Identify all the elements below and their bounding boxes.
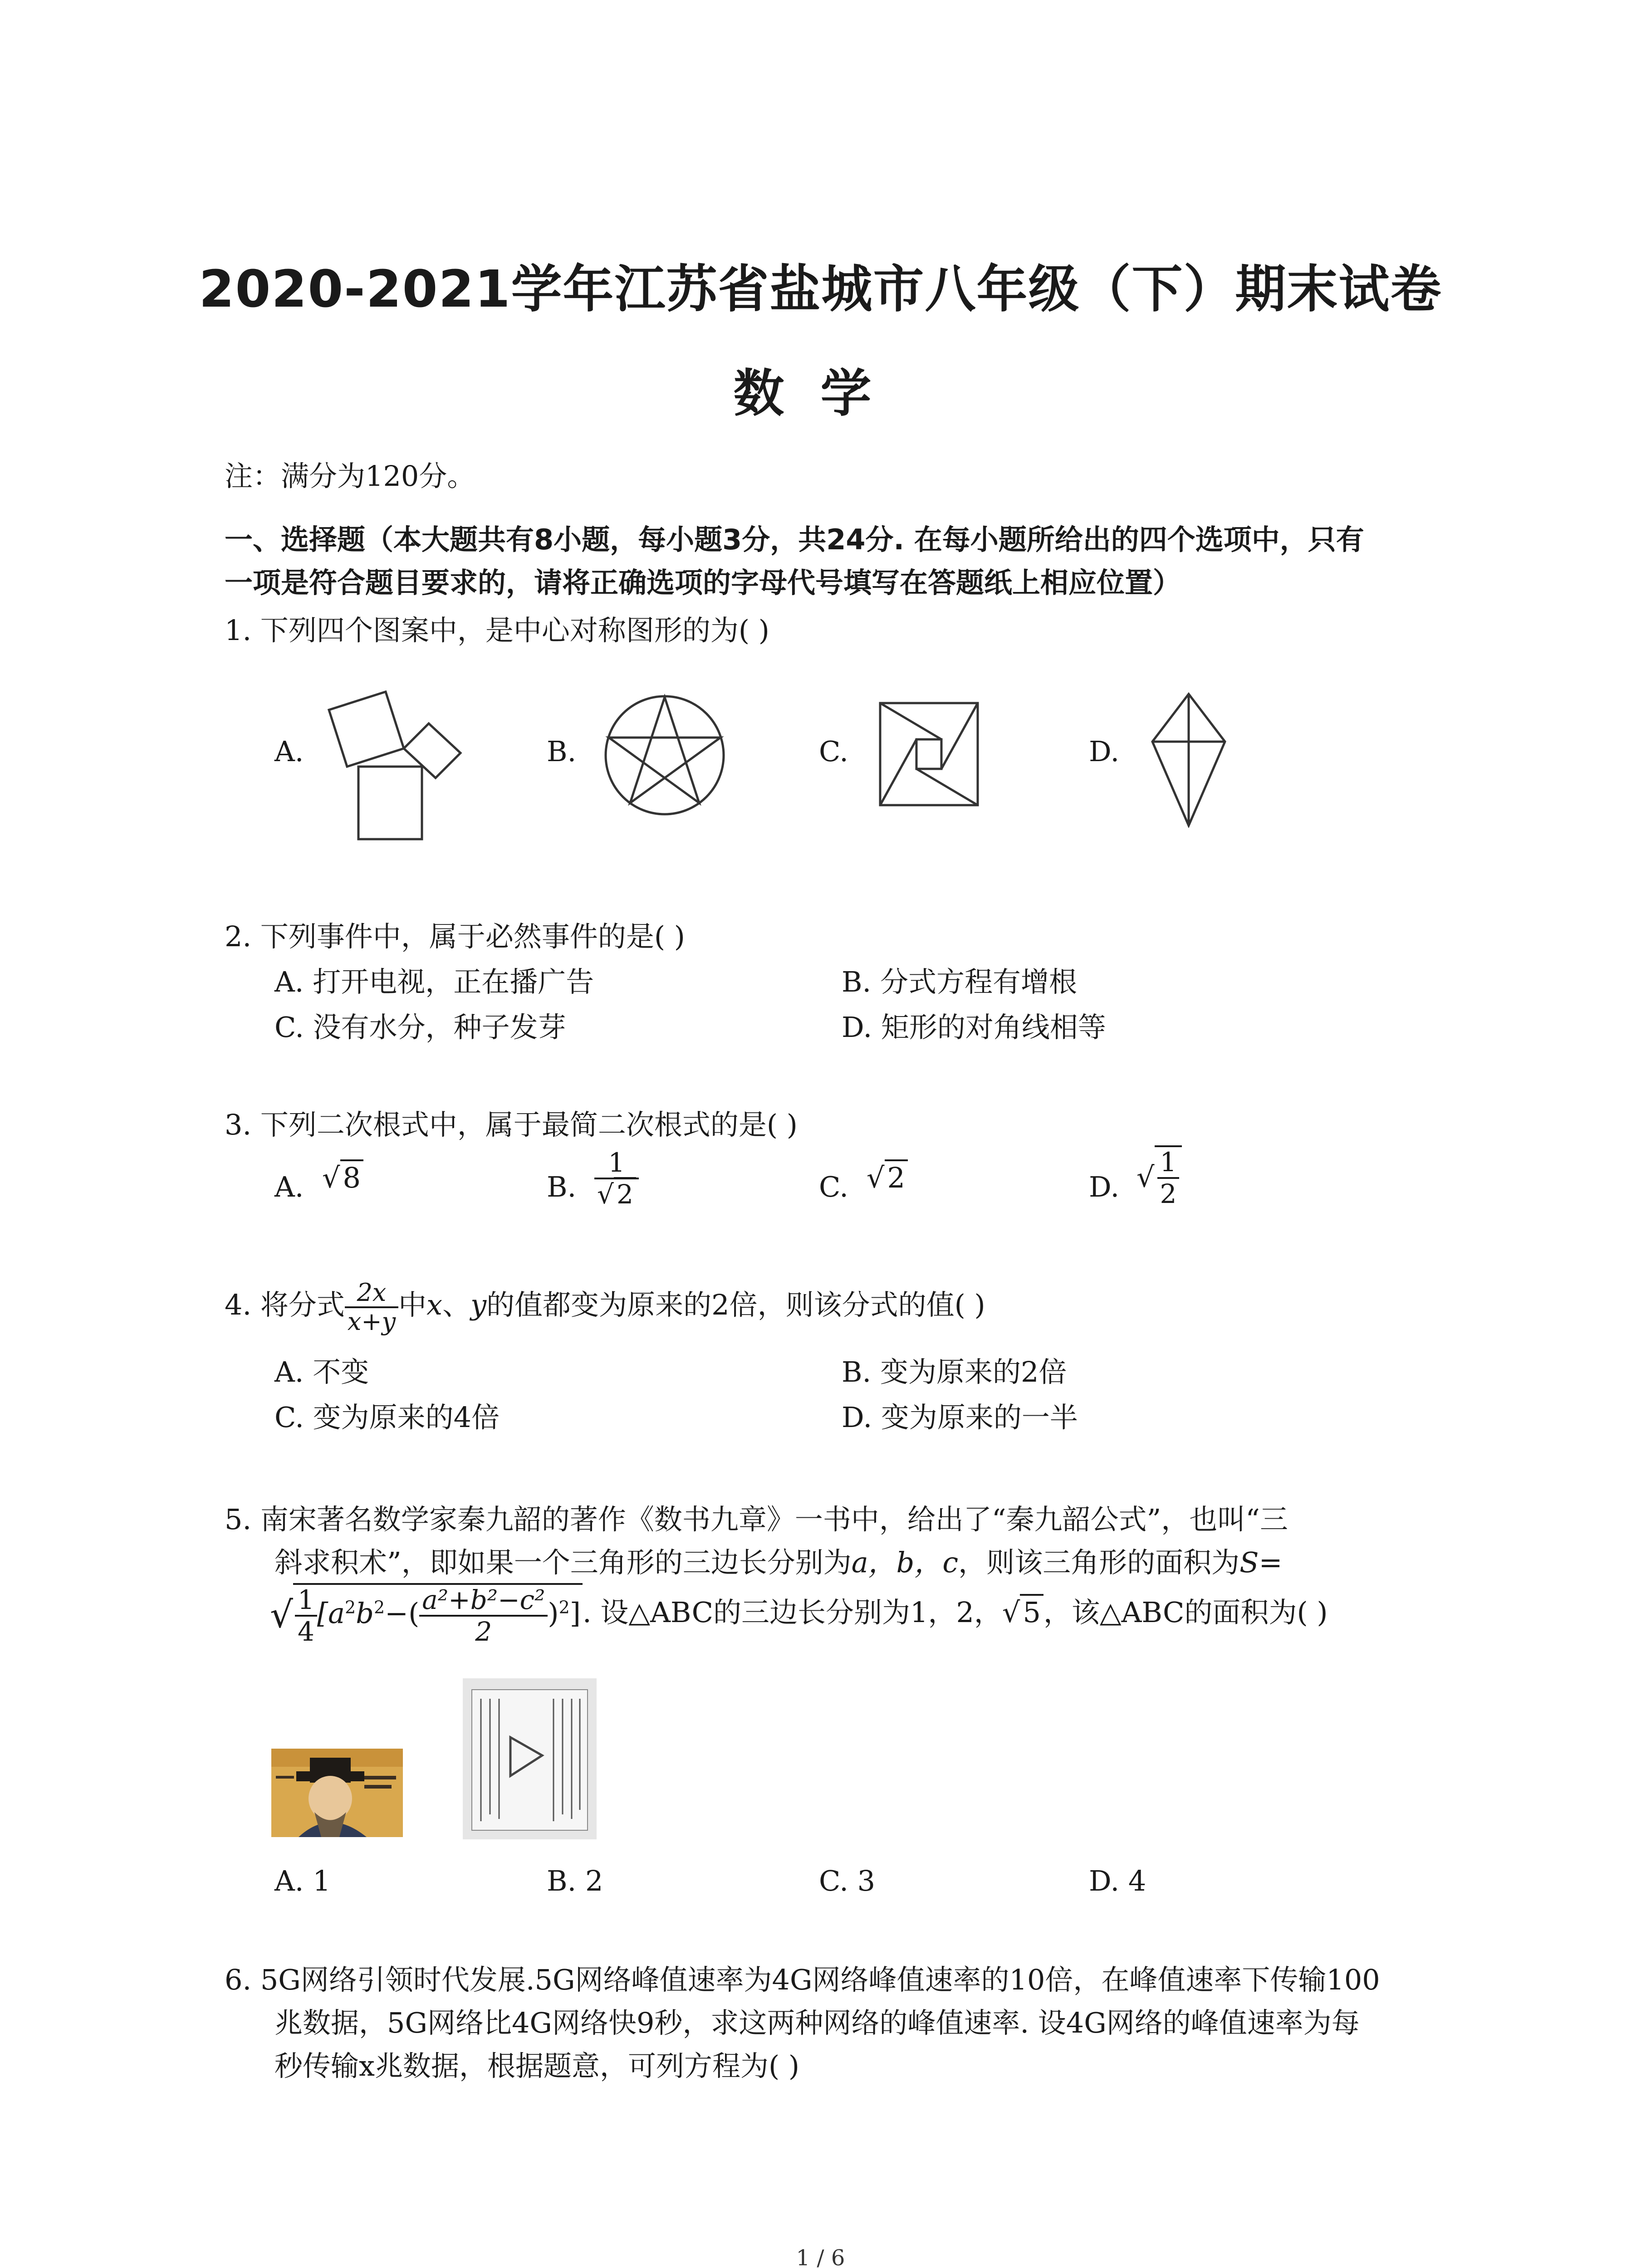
q3-b-den-radicand: 2 [614, 1177, 636, 1210]
q3-b-numerator: 1 [594, 1148, 639, 1179]
q3-option-c-expr: √2 [867, 1161, 908, 1194]
q5-sides: a，b，c [851, 1546, 959, 1579]
q1-figure-b-circle-pentagram [601, 692, 728, 819]
q5-formula-sup-outer: 2 [558, 1597, 570, 1618]
q5-book-page-image [463, 1678, 597, 1839]
exam-title: 2020-2021学年江苏省盐城市八年级（下）期末试卷 [199, 260, 1442, 319]
q2-option-d: D. 矩形的对角线相等 [842, 1011, 1106, 1044]
q3-d-denominator: 2 [1160, 1178, 1177, 1209]
q3-option-b-label: B. [547, 1170, 577, 1203]
q5-root5: 5 [1020, 1594, 1043, 1629]
q5-formula-sqrt-sign: √ [270, 1593, 293, 1636]
q1-option-c-label: C. [819, 735, 848, 768]
q2-option-b: B. 分式方程有增根 [842, 965, 1077, 998]
q5-line3: . 设△ABC的三边长分别为1，2， [583, 1596, 1002, 1629]
q5-formula-radicand [293, 1583, 583, 1647]
q4-separator: 、 [442, 1288, 471, 1322]
q4-option-d: D. 变为原来的一半 [842, 1401, 1078, 1434]
q1-option-d-label: D. [1089, 735, 1120, 768]
q3-stem: 3. 下列二次根式中，属于最简二次根式的是( ) [225, 1108, 798, 1141]
q4-suffix: 的值都变为原来的2倍，则该分式的值( ) [486, 1288, 985, 1322]
q1-option-a-label: A. [274, 735, 304, 768]
q3-option-b-expr: $\frac{1}{√ 2}$ [594, 1148, 639, 1209]
q6-line3: 秒传输x兆数据，根据题意，可列方程为( ) [274, 2049, 800, 2082]
q5-formula-inner-den: 2 [475, 1616, 492, 1647]
q1-stem: 1. 下列四个图案中，是中心对称图形的为( ) [225, 614, 769, 647]
q1-figure-c-square-pinwheel [878, 701, 982, 810]
q4-option-b: B. 变为原来的2倍 [842, 1355, 1067, 1388]
q5-option-d: D. 4 [1089, 1864, 1146, 1897]
q3-option-a-label: A. [274, 1170, 304, 1203]
q2-option-c: C. 没有水分，种子发芽 [274, 1011, 566, 1044]
q4-frac-denominator: x+y [347, 1307, 396, 1336]
q1-figure-a-pythagoras [318, 685, 467, 848]
q3-c-radicand: 2 [885, 1159, 908, 1194]
q5-line3-b: ，该△ABC的面积为( ) [1043, 1596, 1328, 1629]
q3-option-a-expr: √8 [322, 1161, 363, 1194]
q5-formula-quarter-num: 1 [295, 1585, 317, 1617]
q5-area-symbol: S= [1239, 1546, 1283, 1579]
q5-formula-inner-num: a²+b²−c² [419, 1585, 548, 1617]
q4-option-c: C. 变为原来的4倍 [274, 1401, 500, 1434]
q4-text-zhong: 中 [398, 1288, 427, 1322]
q5-line2-b: ，则该三角形的面积为 [958, 1546, 1240, 1579]
q5-formula-close-paren: ) [548, 1597, 559, 1630]
score-note: 注：满分为120分。 [225, 459, 475, 493]
q1-option-b-label: B. [547, 735, 577, 768]
q4-stem [225, 1279, 985, 1335]
q5-option-c: C. 3 [819, 1864, 876, 1897]
q1-figure-d-kite [1148, 692, 1230, 828]
page-number: 1 / 6 [796, 2245, 845, 2268]
section-heading-line2: 一项是符合题目要求的，请将正确选项的字母代号填写在答题纸上相应位置） [225, 566, 1181, 599]
q2-option-a: A. 打开电视，正在播广告 [274, 965, 594, 998]
q5-formula-b: b [356, 1597, 374, 1630]
subject-title: 数学 [733, 364, 908, 423]
q4-var-y: y [470, 1288, 487, 1322]
q3-d-numerator: 1 [1157, 1147, 1180, 1179]
q5-formula-line: √ $\frac{1}{4}$ [$a^2b^2-$( $\frac{\text{a²+b²−c²}}{2}$ )$^2$]. 设△ABC的三边长分别为1，2，√5，该△ABC的面积为( ) [270, 1583, 1328, 1647]
q5-line2-a: 斜求积术”，即如果一个三角形的三边长分别为 [274, 1546, 852, 1579]
q4-option-a: A. 不变 [274, 1355, 369, 1388]
q4-var-x: x [426, 1288, 443, 1322]
q5-formula-close-bracket: ] [569, 1597, 581, 1630]
q4-frac-numerator: 2x [345, 1279, 398, 1308]
q2-stem: 2. 下列事件中，属于必然事件的是( ) [225, 920, 685, 953]
q3-option-d-expr: √ $\frac{1}{2}$ [1136, 1145, 1182, 1209]
q5-formula-sup-b: 2 [373, 1597, 385, 1618]
q3-a-radicand: 8 [340, 1159, 363, 1194]
q5-formula-sup-a: 2 [345, 1597, 356, 1618]
section-heading-line1: 一、选择题（本大题共有8小题，每小题3分，共24分. 在每小题所给出的四个选项中，只有 [225, 523, 1364, 556]
q5-portrait-image [271, 1749, 403, 1837]
q5-option-a: A. 1 [274, 1864, 331, 1897]
q6-line1: 6. 5G网络引领时代发展.5G网络峰值速率为4G网络峰值速率的10倍，在峰值速率下传输100 [225, 1963, 1380, 1996]
q5-option-b: B. 2 [547, 1864, 603, 1897]
q6-line2: 兆数据，5G网络比4G网络快9秒，求这两种网络的峰值速率. 设4G网络的峰值速率为每 [274, 2006, 1360, 2039]
q5-formula-a: [a [317, 1597, 345, 1630]
q5-line1: 5. 南宋著名数学家秦九韶的著作《数书九章》一书中，给出了“秦九韶公式”，也叫“三 [225, 1503, 1288, 1536]
q5-formula-minus: −( [385, 1597, 420, 1630]
q3-option-d-label: D. [1089, 1170, 1120, 1203]
q5-line2 [274, 1540, 1283, 1585]
q5-formula-quarter-den: 4 [297, 1616, 314, 1647]
q4-prefix: 4. 将分式 [225, 1288, 345, 1322]
q3-option-c-label: C. [819, 1170, 848, 1203]
